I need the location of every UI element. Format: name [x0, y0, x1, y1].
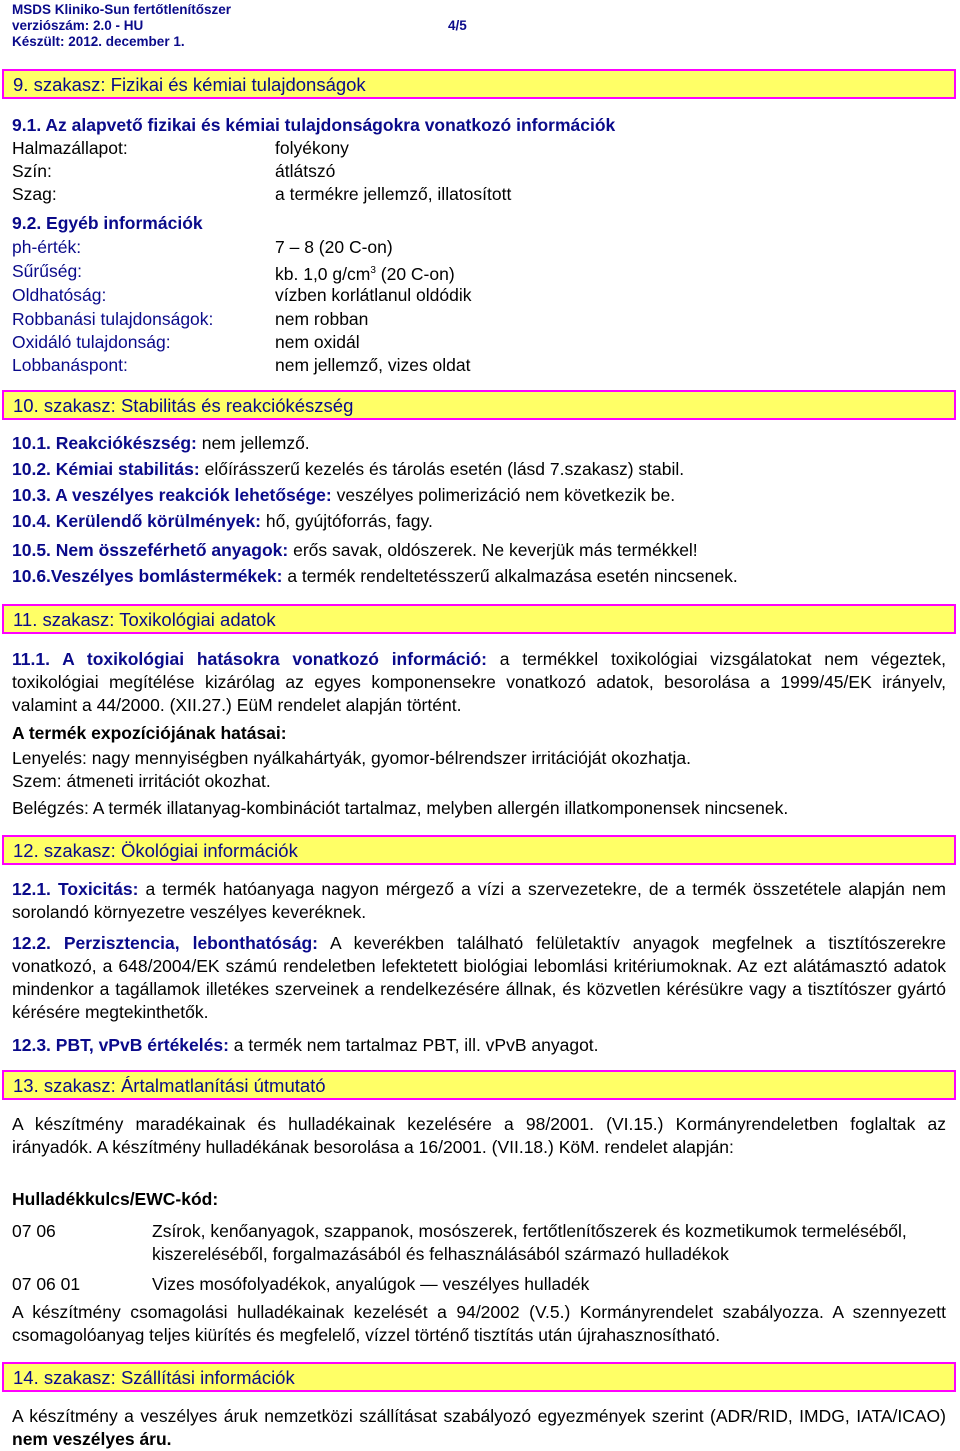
tox-paragraph: [12, 648, 946, 717]
eco-persistence: [12, 932, 946, 1024]
prop-label: Robbanási tulajdonságok:: [12, 309, 214, 329]
transport-paragraph: [12, 1405, 946, 1451]
exposure-ingestion: Lenyelés: nagy mennyiségben nyálkahártyák, gyomor-bélrendszer irritációját okozhatja.: [12, 748, 691, 768]
list-item: [12, 458, 684, 480]
item-label: 10.1. Reakciókészség:: [12, 433, 197, 453]
list-item: [12, 484, 675, 506]
page-number: 4/5: [448, 18, 467, 33]
section-10-heading: [2, 390, 956, 420]
ewc-heading: Hulladékkulcs/EWC-kód:: [12, 1189, 219, 1209]
prop-value: nem jellemző, vizes oldat: [275, 355, 471, 375]
section-14-title: 14. szakasz: Szállítási információk: [13, 1367, 295, 1388]
header-date: Készült: 2012. december 1.: [12, 34, 185, 49]
prop-label: Lobbanáspont:: [12, 355, 128, 375]
section-9-1-heading: 9.1. Az alapvető fizikai és kémiai tulajdonságokra vonatkozó információk: [12, 115, 616, 135]
prop-value: nem oxidál: [275, 332, 360, 352]
waste-description: Vizes mosófolyadékok, anyalúgok — veszélyes hulladék: [152, 1274, 590, 1294]
prop-value: folyékony: [275, 138, 349, 158]
prop-value: nem robban: [275, 309, 369, 329]
list-item: [12, 565, 738, 587]
transport-text: A készítmény a veszélyes áruk nemzetközi szállításat szabályozó egyezmények szerint (ADR/RID, IMDG, IATA/ICAO): [12, 1406, 946, 1426]
prop-label: Oldhatóság:: [12, 285, 107, 305]
prop-value: átlátszó: [275, 161, 336, 181]
item-label: 10.5. Nem összeférhető anyagok:: [12, 540, 289, 560]
exposure-inhalation: Belégzés: A termék illatanyag-kombinációt tartalmaz, melyben allergén illatkomponensek nincsenek.: [12, 798, 789, 818]
tox-label: 11.1. A toxikológiai hatásokra vonatkozó információ:: [12, 649, 487, 669]
section-13-title: 13. szakasz: Ártalmatlanítási útmutató: [13, 1075, 326, 1096]
section-12-title: 12. szakasz: Ökológiai információk: [13, 840, 298, 861]
section-13-heading: [2, 1070, 956, 1100]
item-text: veszélyes polimerizáció nem következik be.: [331, 485, 676, 505]
item-text: előírásszerű kezelés és tárolás esetén (lásd 7.szakasz) stabil.: [199, 459, 685, 479]
document-header: [12, 2, 231, 50]
section-9-title: 9. szakasz: Fizikai és kémiai tulajdonságok: [13, 74, 366, 95]
eco-toxicity: [12, 878, 946, 924]
prop-label: Szag:: [12, 184, 57, 204]
exposure-heading: A termék expozíciójának hatásai:: [12, 723, 287, 743]
list-item: [12, 510, 433, 532]
section-11-title: 11. szakasz: Toxikológiai adatok: [13, 609, 276, 630]
item-label: 10.4. Kerülendő körülmények:: [12, 511, 261, 531]
density-temp: (20 C-on): [375, 263, 455, 284]
waste-code: 07 06: [12, 1221, 56, 1241]
eco-text: a termék nem tartalmaz PBT, ill. vPvB anyagot.: [228, 1035, 599, 1055]
header-version: verziószám: 2.0 - HU: [12, 18, 144, 33]
prop-value: vízben korlátlanul oldódik: [275, 285, 472, 305]
item-label: 10.3. A veszélyes reakciók lehetősége:: [12, 485, 332, 505]
waste-code: 07 06 01: [12, 1274, 81, 1294]
item-text: a termék rendeltetésszerű alkalmazása esetén nincsenek.: [282, 566, 738, 586]
section-12-heading: [2, 835, 956, 865]
exposure-eye: Szem: átmeneti irritációt okozhat.: [12, 771, 271, 791]
prop-value: a termékre jellemző, illatosított: [275, 184, 512, 204]
eco-text: a termék hatóanyaga nagyon mérgező a vízi a szervezetekre, de a termék összetétele alapján nem sorolandó környezetre veszélyes keveréknek.: [12, 879, 946, 922]
eco-label: 12.1. Toxicitás:: [12, 879, 139, 899]
disposal-paragraph: A készítmény maradékainak és hulladékainak kezelésére a 98/2001. (VI.15.) Kormányrendeletben foglaltak az irányadók. A készítmény hulladékának besorolása a 16/2001. (VII.18.) KöM. rendelet alapján:: [12, 1114, 946, 1157]
item-text: erős savak, oldószerek. Ne keverjük más termékkel!: [288, 540, 698, 560]
section-11-heading: [2, 604, 956, 634]
item-label: 10.6.Veszélyes bomlástermékek:: [12, 566, 283, 586]
section-10-title: 10. szakasz: Stabilitás és reakciókészség: [13, 395, 354, 416]
item-text: nem jellemző.: [196, 433, 310, 453]
section-9-2-heading: 9.2. Egyéb információk: [12, 213, 203, 233]
prop-label: ph-érték:: [12, 237, 82, 257]
section-9-heading: [2, 69, 956, 99]
transport-status: nem veszélyes áru.: [12, 1429, 172, 1449]
item-text: hő, gyújtóforrás, fagy.: [260, 511, 433, 531]
packaging-paragraph: A készítmény csomagolási hulladékainak kezelését a 94/2002 (V.5.) Kormányrendelet szabályozza. A szennyezett csomagolóanyag teljes kiürítés és megfelelő, vízzel történő tisztítás után újrahasznosítható.: [12, 1302, 946, 1345]
eco-label: 12.3. PBT, vPvB értékelés:: [12, 1035, 229, 1055]
prop-value: 7 – 8 (20 C-on): [275, 237, 393, 257]
density-exponent: 3: [370, 265, 376, 276]
eco-label: 12.2. Perzisztencia, lebonthatóság:: [12, 933, 318, 953]
header-title: MSDS Kliniko-Sun fertőtlenítőszer: [12, 2, 232, 17]
tox-text: a termékkel toxikológiai vizsgálatokat nem végeztek, toxikológiai megítélése kizárólag az egyes komponensekre vonatkozó adatok, besorolása a 1999/45/EK irányelv, valamint a 44/2000. (XII.27.) EüM rendelet alapján történt.: [12, 649, 946, 715]
section-14-heading: [2, 1362, 956, 1392]
list-item: [12, 539, 698, 561]
prop-value: [275, 260, 455, 285]
prop-label: Sűrűség:: [12, 261, 83, 281]
density-value: kb. 1,0 g/cm: [275, 263, 371, 284]
item-label: 10.2. Kémiai stabilitás:: [12, 459, 200, 479]
prop-label: Halmazállapot:: [12, 138, 128, 158]
prop-label: Szín:: [12, 161, 52, 181]
eco-text: A keverékben található felületaktív anyagok megfelnek a tisztítószerekre vonatkozó, a 648/2004/EK számú rendeletben lefektetett biológiai lebomlási kritériumoknak. Az ezt alátámasztó adatok mindenkor a tagállamok illetékes szerveinek a rendelkezésére állnak, és közvetlen kérésükre vagy a tisztítószer gyártó kérésére megtekinthetők.: [12, 933, 946, 1022]
waste-description: Zsírok, kenőanyagok, szappanok, mosószerek, fertőtlenítőszerek és kozmetikumok termeléséből, kiszereléséből, forgalmazásából és felhasználásából származó hulladékok: [152, 1221, 907, 1264]
prop-label: Oxidáló tulajdonság:: [12, 332, 171, 352]
list-item: [12, 432, 310, 454]
eco-pbt: [12, 1034, 599, 1056]
